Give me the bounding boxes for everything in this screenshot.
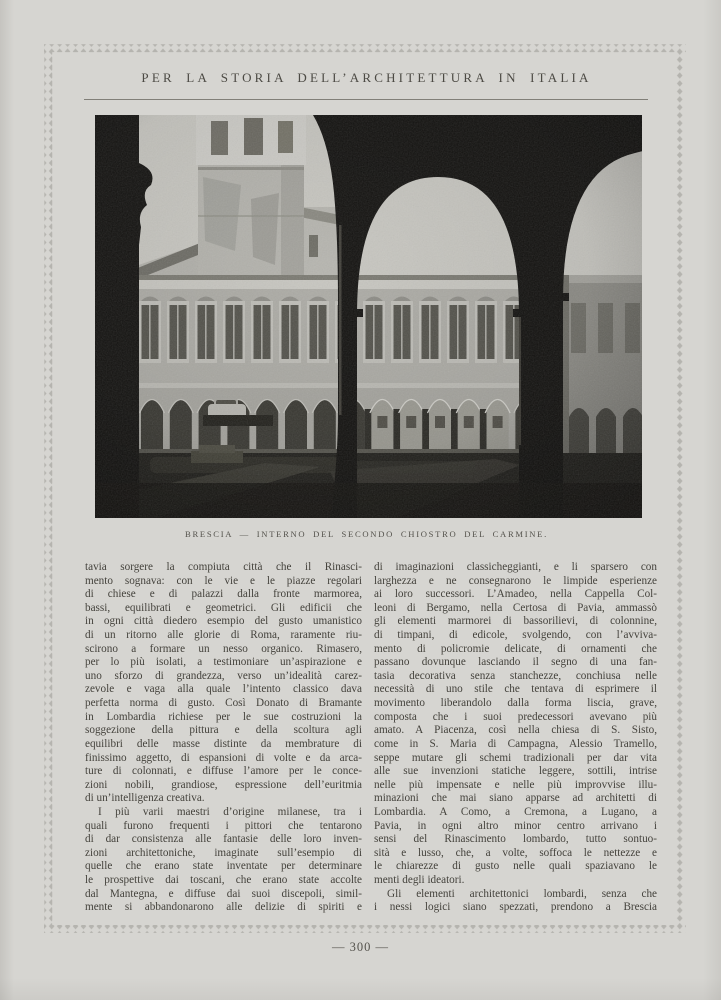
text-line: sensi del Rinascimento lombardo, tutto sontuo-: [374, 833, 657, 846]
text-line: di chiese e di palazzi dalla fronte marmorea,: [85, 588, 362, 601]
text-line: uno sforzo di grandezza, verso un’idealità carez-: [85, 669, 362, 682]
text-line: mento sognava: con le vie e le piazze regolari: [85, 574, 362, 587]
text-line: Lombardia. A Como, a Cremona, a Lugano, a: [374, 805, 657, 818]
text-line: le chiarezze di gusto nelle quali spaziavano le: [374, 860, 657, 873]
page-title: PER LA STORIA DELL’ARCHITETTURA IN ITALIA: [141, 70, 592, 85]
text-line: quelle che erano state inventate per determinare: [85, 860, 362, 873]
text-line: seppe mutare gli schemi tradizionali per dar vita: [374, 751, 657, 764]
text-line: mente si abbandonarono alle delizie di spiriti e: [85, 901, 362, 914]
text-line: passano dovunque lasciando il segno di una fan-: [374, 656, 657, 669]
text-line: ture di colonnati, e diffuse l’amore per le conce-: [85, 765, 362, 778]
text-line: finissimo aggetto, di espansioni di volte e da arca-: [85, 751, 362, 764]
text-line: necessità di uno stile che tentava di esprimere il: [374, 683, 657, 696]
text-column-right: [374, 561, 657, 915]
text-line: per lo più isolati, a testimoniare un’aspirazione e: [85, 656, 362, 669]
text-line: larghezza e ne consegnarono le limpide esperienze: [374, 574, 657, 587]
text-line: amato. A Piacenza, così nella chiesa di S. Sisto,: [374, 724, 657, 737]
text-line: in ogni città diedero esempio del gusto umanistico: [85, 615, 362, 628]
text-line: di timpani, di edicole, svolgendo, con l’avviva-: [374, 629, 657, 642]
text-line: di un’intelligenza creativa.: [85, 792, 205, 805]
text-line: zevole e vaga alla quale l’intento classico dava: [85, 683, 362, 696]
text-line: tasia decorativa senza stanchezze, conchiusa nelle: [374, 669, 657, 682]
text-line: di un ritorno alle glorie di Roma, raramente riu-: [85, 629, 362, 642]
cloister-photo: [95, 115, 642, 518]
text-line: scirono a formare un nesso organico. Rimasero,: [85, 642, 362, 655]
border-left: [44, 52, 52, 925]
border-bottom: [44, 925, 686, 933]
text-column-left: [85, 561, 362, 915]
text-line: equilibri delle masse distinte da membrature di: [85, 737, 362, 750]
text-line: gli elementi marmorei di bassorilievi, di colonnine,: [374, 615, 657, 628]
text-line: nelle più impensate e nelle più improvvise illu-: [374, 778, 657, 791]
text-line: perfetta norma di gusto. Così Donato di Bramante: [85, 697, 362, 710]
header-rule: [84, 99, 648, 100]
text-line: menti degli ideatori.: [374, 874, 465, 887]
text-line: sità e lusso, che, a volte, soffoca le nettezze e: [374, 846, 657, 859]
text-line: I più varii maestri d’origine milanese, tra i: [98, 805, 362, 818]
text-line: tavia sorgere la compiuta città che il Rinasci-: [85, 561, 362, 573]
text-line: soggezione della pittura e della scoltura agli: [85, 724, 362, 737]
text-line: di imaginazioni classicheggianti, e li sparsero con: [374, 561, 657, 573]
text-line: ai loro successori. L’Amadeo, nella Cappella Col-: [374, 588, 657, 601]
photo-caption: BRESCIA — INTERNO DEL SECONDO CHIOSTRO DEL CARMINE.: [185, 529, 548, 539]
text-line: alle sue invenzioni statiche leggere, sottili, intrise: [374, 765, 657, 778]
text-line: bassi, equilibrati e geometrici. Gli edificii che: [85, 601, 362, 614]
text-line: zioni nobili, grandiose, espressione dell’euritmia: [85, 778, 362, 791]
text-line: movimento liberandolo dalla forma liscia, grave,: [374, 697, 657, 710]
text-line: Pavia, in ogni altro minor centro arrivano i: [374, 819, 657, 832]
page-number: — 300 —: [332, 940, 389, 954]
text-line: di dar consistenza alle fantasie delle loro inven-: [85, 833, 362, 846]
text-line: minazioni che mai siano apparse ad architetti di: [374, 792, 657, 805]
text-columns: [85, 561, 657, 915]
text-line: composta che i suoi predecessori avevano più: [374, 710, 657, 723]
text-line: Gli elementi architettonici lombardi, senza che: [387, 887, 657, 900]
text-line: mento di policromie delicate, di ornamenti che: [374, 642, 657, 655]
text-line: dal Mantegna, e diffuse dai suoi discepoli, simil-: [85, 887, 362, 900]
photo-grain: [95, 115, 642, 518]
text-line: le prospettive dai toscani, che erano state accolte: [85, 874, 362, 887]
text-line: zioni architettoniche, imaginate sull’esempio di: [85, 846, 362, 859]
border-top: [44, 44, 686, 52]
cloister-photo-art: [95, 115, 642, 518]
text-line: i nessi logici siano spezzati, prendono a Brescia: [374, 901, 657, 914]
border-right: [676, 52, 684, 925]
text-line: quali furono frequenti i pittori che tentarono: [85, 819, 362, 832]
text-line: leoni di Bergamo, nella Certosa di Pavia, ammassò: [374, 601, 657, 614]
text-line: come in S. Maria di Campagna, Alessio Tramello,: [374, 737, 657, 750]
text-line: in Lombardia richiese per le sue costruzioni la: [85, 710, 362, 723]
